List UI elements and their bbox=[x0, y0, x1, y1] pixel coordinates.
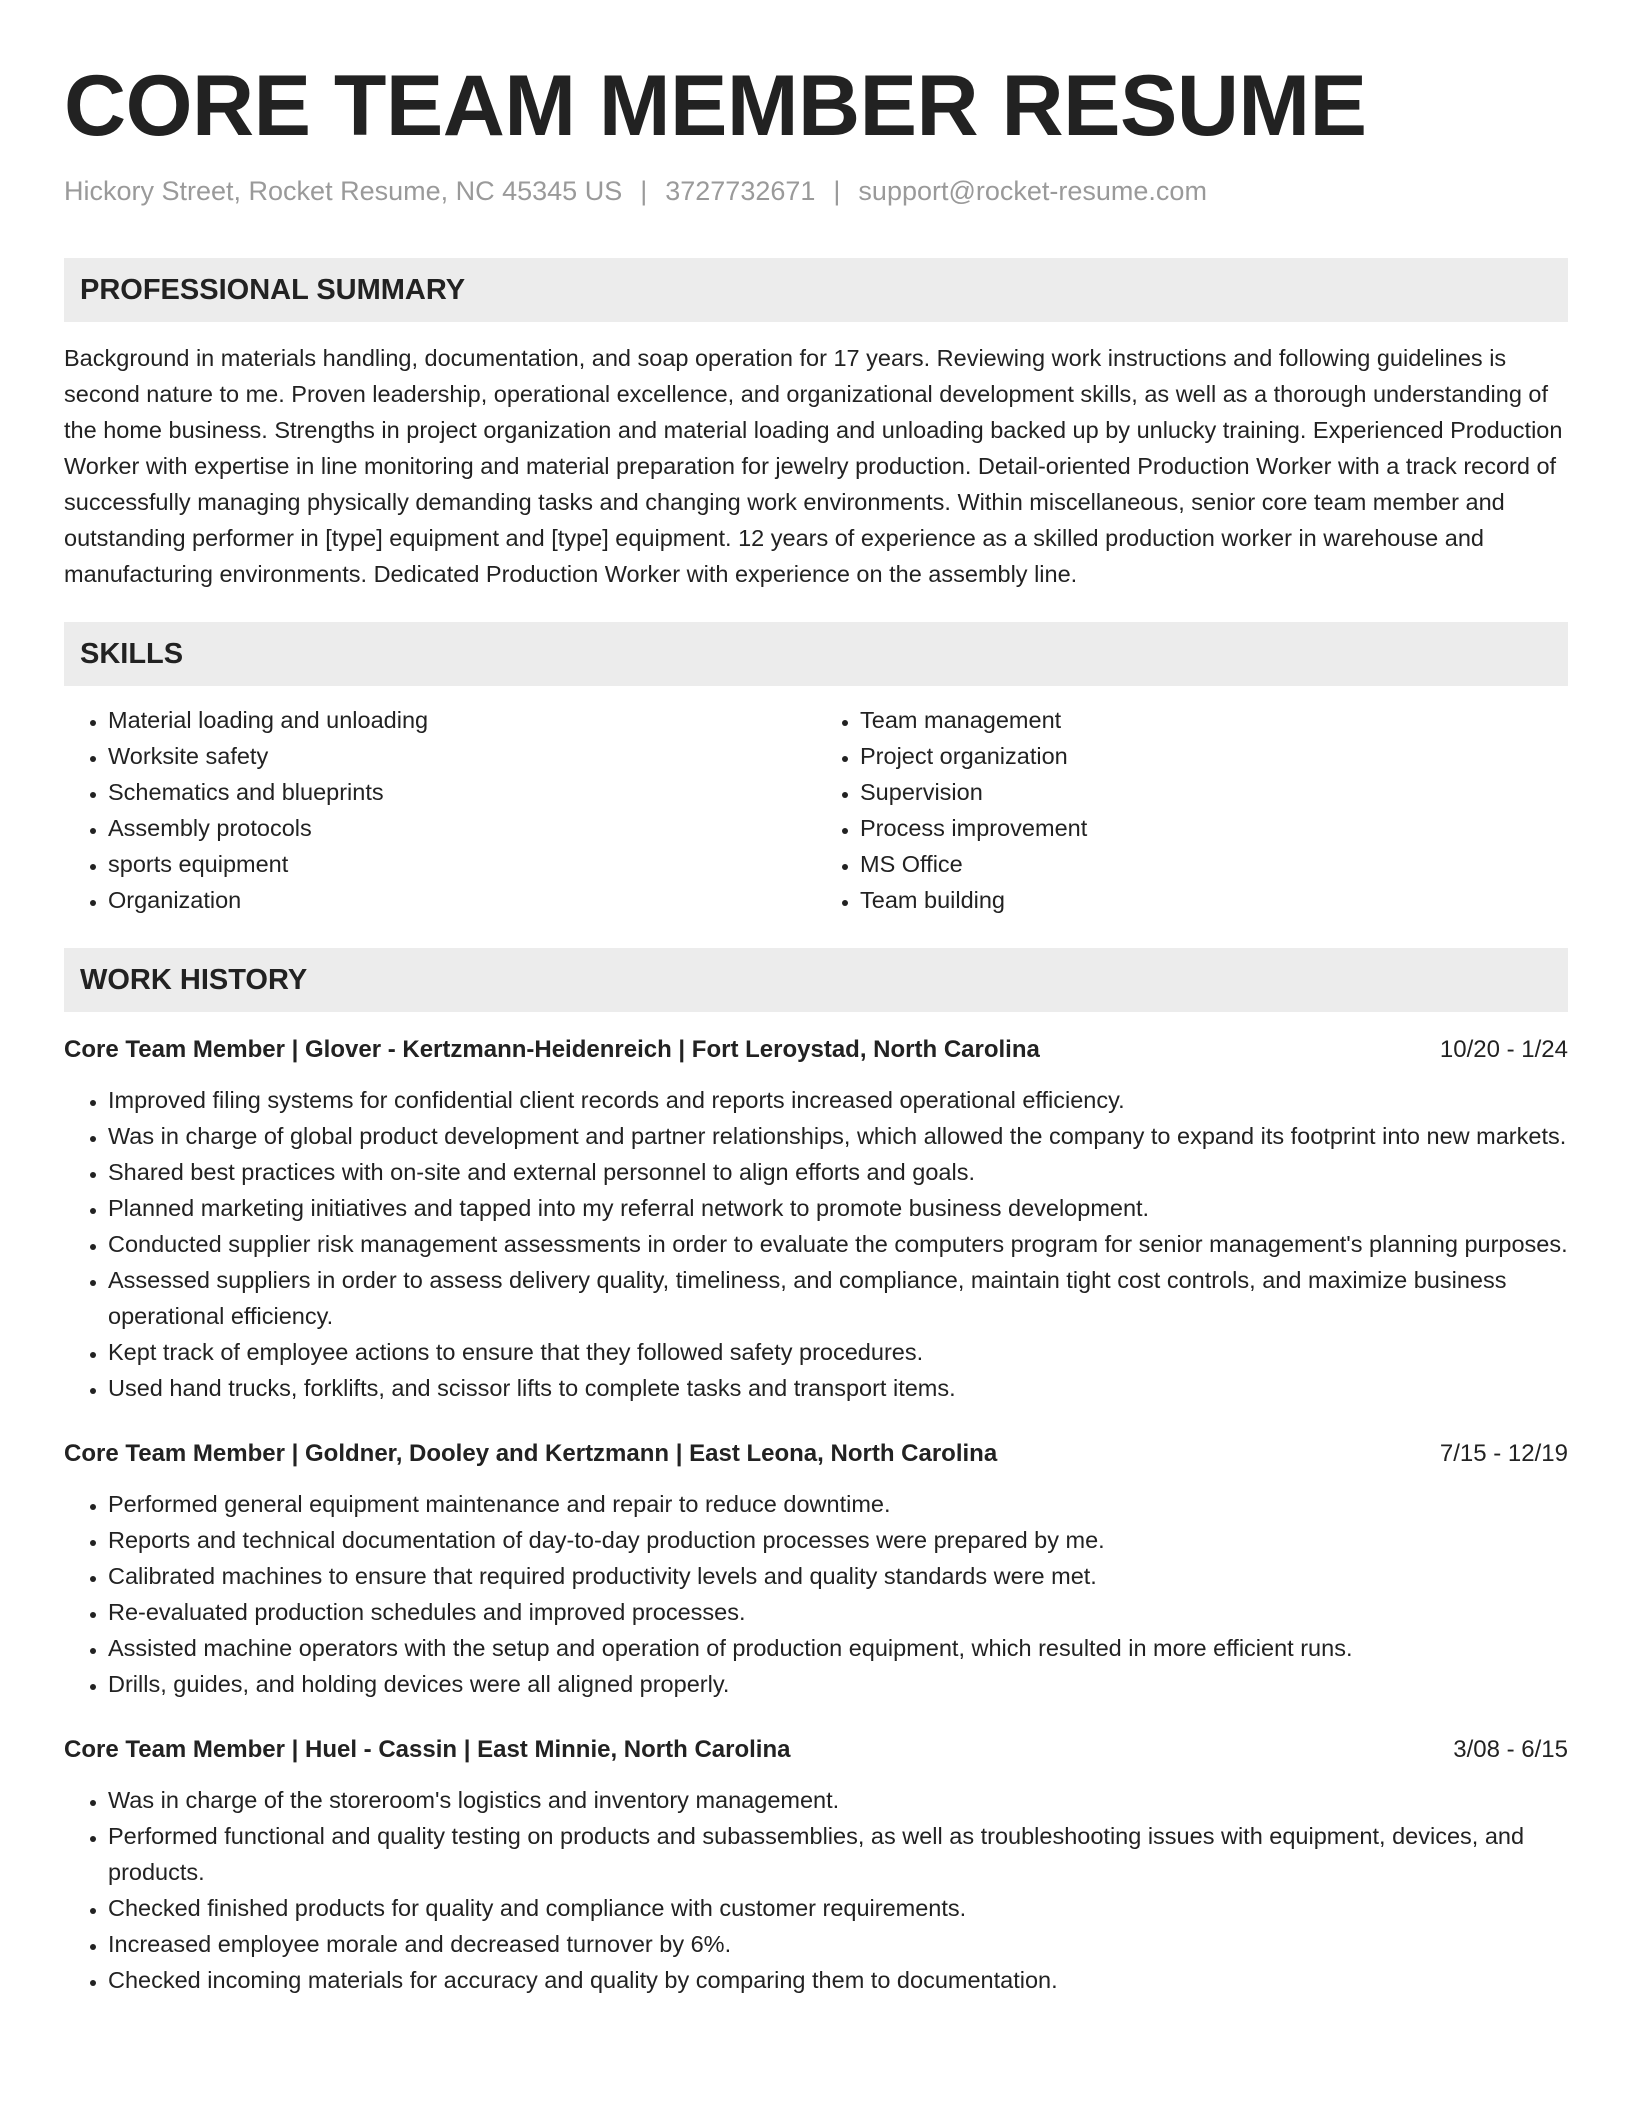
separator: | bbox=[640, 176, 648, 206]
skill-item: • Process improvement bbox=[860, 810, 1568, 846]
skills-list bbox=[64, 702, 1568, 918]
summary-text: Background in materials handling, documentation, and soap operation for 17 years. Reviewing work instructions and following guidelines is second nature to me. Proven leadership, operational excellence, and organizational development skills, as well as a thorough understanding of the home business. Strengths in project organization and material loading and unloading backed up by unlucky training. Experienced Production Worker with expertise in line monitoring and material preparation for jewelry production. Detail-oriented Production Worker with a track record of successfully managing physically demanding tasks and changing work environments. Within miscellaneous, senior core team member and outstanding performer in [type] equipment and [type] equipment. 12 years of experience as a skilled production worker in warehouse and manufacturing environments. Dedicated Production Worker with experience on the assembly line. bbox=[64, 345, 1563, 587]
address-text: Hickory Street, Rocket Resume, NC 45345 US bbox=[64, 176, 623, 206]
job-bullet: • Assisted machine operators with the setup and operation of production equipment, which resulted in more efficient runs. bbox=[108, 1630, 1568, 1666]
job-header bbox=[64, 1032, 1568, 1068]
job-header bbox=[64, 1732, 1568, 1768]
work-history-heading: WORK HISTORY bbox=[64, 948, 1568, 1012]
job-entry bbox=[64, 1436, 1568, 1702]
job-dates: 10/20 - 1/24 bbox=[1439, 1036, 1568, 1063]
job-bullet: • Checked finished products for quality and compliance with customer requirements. bbox=[108, 1890, 1568, 1926]
skills-column-left bbox=[64, 702, 816, 918]
job-bullet: • Performed functional and quality testing on products and subassemblies, as well as troubleshooting issues with equipment, devices, and products. bbox=[108, 1818, 1568, 1890]
job-dates: 7/15 - 12/19 bbox=[1439, 1440, 1568, 1467]
skills-column-right bbox=[816, 702, 1568, 918]
job-bullets bbox=[64, 1782, 1568, 1998]
skill-item: • Team building bbox=[860, 882, 1568, 918]
job-title: Core Team Member | Goldner, Dooley and Kertzmann | East Leona, North Carolina bbox=[64, 1440, 998, 1467]
job-bullet: • Was in charge of global product development and partner relationships, which allowed the company to expand its footprint into new markets. bbox=[108, 1118, 1568, 1154]
job-title: Core Team Member | Huel - Cassin | East Minnie, North Carolina bbox=[64, 1736, 791, 1763]
job-bullet: • Drills, guides, and holding devices were all aligned properly. bbox=[108, 1666, 1568, 1702]
job-bullet: • Shared best practices with on-site and external personnel to align efforts and goals. bbox=[108, 1154, 1568, 1190]
skills-heading: SKILLS bbox=[64, 622, 1568, 686]
job-entry bbox=[64, 1032, 1568, 1406]
skill-item: • Project organization bbox=[860, 738, 1568, 774]
skill-item: • Team management bbox=[860, 702, 1568, 738]
summary-heading: PROFESSIONAL SUMMARY bbox=[64, 258, 1568, 322]
phone-text: 3727732671 bbox=[665, 176, 816, 206]
job-bullet: • Was in charge of the storeroom's logistics and inventory management. bbox=[108, 1782, 1568, 1818]
skill-item: • sports equipment bbox=[108, 846, 816, 882]
job-bullet: • Re-evaluated production schedules and improved processes. bbox=[108, 1594, 1568, 1630]
job-bullet: • Conducted supplier risk management assessments in order to evaluate the computers program for senior management's planning purposes. bbox=[108, 1226, 1568, 1262]
skill-item: • Assembly protocols bbox=[108, 810, 816, 846]
job-bullets bbox=[64, 1082, 1568, 1406]
job-bullet: • Used hand trucks, forklifts, and scissor lifts to complete tasks and transport items. bbox=[108, 1370, 1568, 1406]
job-entry bbox=[64, 1732, 1568, 1998]
job-bullet: • Performed general equipment maintenance and repair to reduce downtime. bbox=[108, 1486, 1568, 1522]
email-text: support@rocket-resume.com bbox=[858, 176, 1207, 206]
skill-item: • MS Office bbox=[860, 846, 1568, 882]
separator: | bbox=[833, 176, 841, 206]
job-title: Core Team Member | Glover - Kertzmann-Heidenreich | Fort Leroystad, North Carolina bbox=[64, 1036, 1040, 1063]
job-bullet: • Planned marketing initiatives and tapped into my referral network to promote business development. bbox=[108, 1190, 1568, 1226]
skill-item: • Schematics and blueprints bbox=[108, 774, 816, 810]
skill-item: • Worksite safety bbox=[108, 738, 816, 774]
job-bullets bbox=[64, 1486, 1568, 1702]
job-bullet: • Kept track of employee actions to ensure that they followed safety procedures. bbox=[108, 1334, 1568, 1370]
job-bullet: • Reports and technical documentation of day-to-day production processes were prepared by me. bbox=[108, 1522, 1568, 1558]
job-header bbox=[64, 1436, 1568, 1472]
job-bullet: • Improved filing systems for confidential client records and reports increased operational efficiency. bbox=[108, 1082, 1568, 1118]
skill-item: • Supervision bbox=[860, 774, 1568, 810]
job-bullet: • Checked incoming materials for accuracy and quality by comparing them to documentation. bbox=[108, 1962, 1568, 1998]
skill-item: • Organization bbox=[108, 882, 816, 918]
job-bullet: • Increased employee morale and decreased turnover by 6%. bbox=[108, 1926, 1568, 1962]
resume-title: CORE TEAM MEMBER RESUME bbox=[64, 58, 1367, 154]
job-dates: 3/08 - 6/15 bbox=[1453, 1736, 1568, 1763]
contact-line bbox=[64, 174, 1568, 208]
job-bullet: • Calibrated machines to ensure that required productivity levels and quality standards were met. bbox=[108, 1558, 1568, 1594]
job-bullet: • Assessed suppliers in order to assess delivery quality, timeliness, and compliance, maintain tight cost controls, and maximize business operational efficiency. bbox=[108, 1262, 1568, 1334]
skill-item: • Material loading and unloading bbox=[108, 702, 816, 738]
